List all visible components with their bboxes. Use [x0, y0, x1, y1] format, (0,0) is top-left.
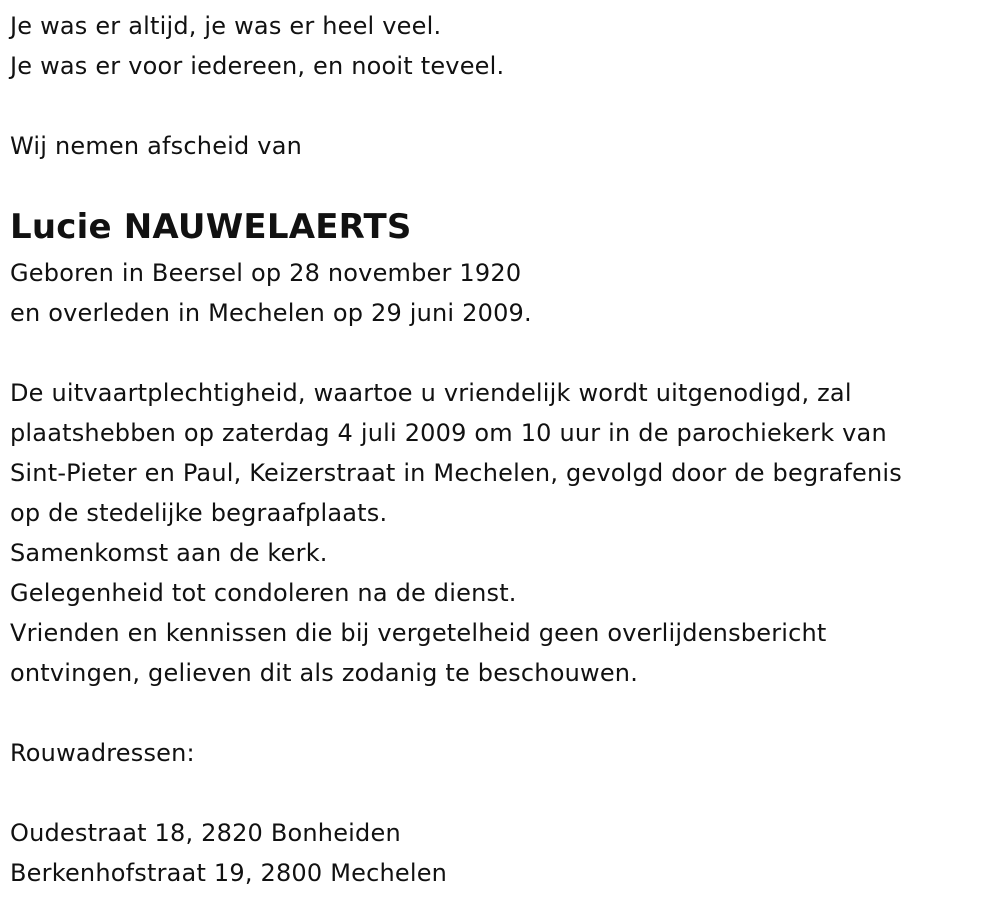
gathering-text: Samenkomst aan de kerk.: [10, 539, 328, 567]
poem-line-2: Je was er voor iedereen, en nooit teveel.: [10, 52, 505, 80]
ceremony-line: plaatshebben op zaterdag 4 juli 2009 om 10 uur in de parochiekerk van: [10, 419, 887, 447]
poem-line-1: Je was er altijd, je was er heel veel.: [10, 12, 442, 40]
intro-text: Wij nemen afscheid van: [10, 132, 303, 160]
address-item: Berkenhofstraat 19, 2800 Mechelen: [10, 859, 448, 887]
notice-text: Vrienden en kennissen die bij vergetelheid geen overlijdensbericht: [10, 619, 827, 647]
condolence-text: Gelegenheid tot condoleren na de dienst.: [10, 579, 517, 607]
death-text: en overleden in Mechelen op 29 juni 2009.: [10, 299, 532, 327]
ceremony-line: Sint-Pieter en Paul, Keizerstraat in Mechelen, gevolgd door de begrafenis: [10, 459, 902, 487]
addresses-heading: Rouwadressen:: [10, 739, 195, 767]
deceased-name: Lucie NAUWELAERTS: [10, 207, 412, 247]
ceremony-line: op de stedelijke begraafplaats.: [10, 499, 388, 527]
ceremony-line: De uitvaartplechtigheid, waartoe u vriendelijk wordt uitgenodigd, zal: [10, 379, 852, 407]
notice-text: ontvingen, gelieven dit als zodanig te beschouwen.: [10, 659, 639, 687]
address-item: Oudestraat 18, 2820 Bonheiden: [10, 819, 401, 847]
birth-text: Geboren in Beersel op 28 november 1920: [10, 259, 522, 287]
